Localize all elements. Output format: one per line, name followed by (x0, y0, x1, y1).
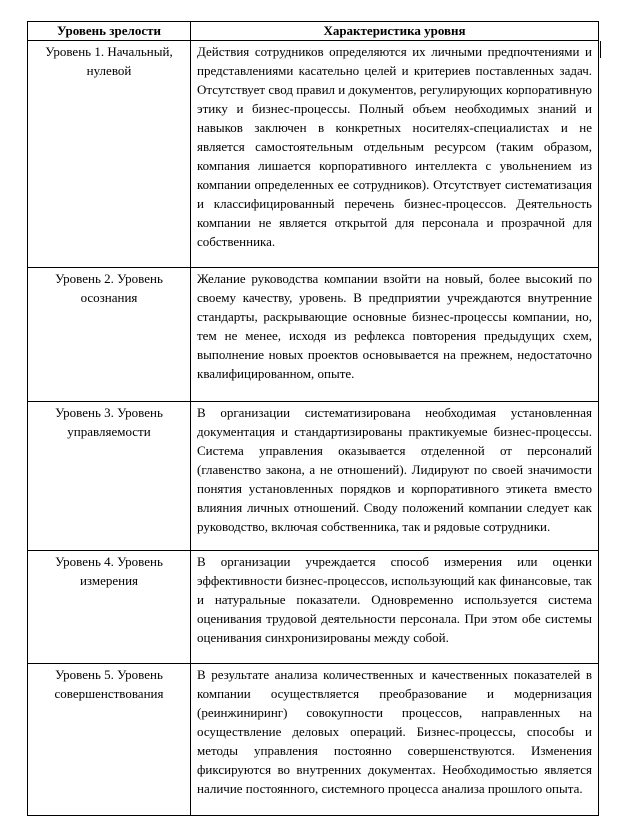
header-maturity-level: Уровень зрелости (28, 22, 191, 41)
level-name: Уровень 2. Уровень осознания (28, 268, 191, 402)
table-row (28, 268, 599, 402)
maturity-levels-table (27, 21, 599, 816)
level-description: Действия сотрудников определяются их личными предпочтениями и представлениями касательно целей и критериев поставленных задач. Отсутствует свод правил и документов, регулирующих корпоративную этику и бизнес-процессы. Полный объем необходимых знаний и навыков заключен в конкретных носителях-специалистах и не является самостоятельным отдельным ресурсом (таким образом, компания лишается корпоративного интеллекта с увольнением из компании определенных ее сотрудников). Отсутствует систематизация и классифицированный перечень бизнес-процессов. Деятельность компании не является открытой для персонала и прозрачной для собственника. (191, 41, 599, 268)
table-row (28, 41, 599, 268)
level-name: Уровень 4. Уровень измерения (28, 551, 191, 664)
level-description: В результате анализа количественных и качественных показателей в компании осуществляется преобразование и модернизация (реинжиниринг) совокупности процессов, направленных на осуществление деловых операций. Бизнес-процессы, способы и методы управления постоянно совершенствуются. Изменения фиксируются во внутренних документах. Необходимостью является наличие постоянного, системного процесса анализа прошлого опыта. (191, 664, 599, 816)
table-row (28, 664, 599, 816)
level-name: Уровень 5. Уровень совершенствования (28, 664, 191, 816)
table-header-row (28, 22, 599, 41)
table-row (28, 402, 599, 551)
level-description: В организации учреждается способ измерения или оценки эффективности бизнес-процессов, использующий как финансовые, так и натуральные показатели. Одновременно используется система оценивания трудовой деятельности персонала. При этом обе системы оценивания синхронизированы между собой. (191, 551, 599, 664)
level-name: Уровень 1. Начальный, нулевой (28, 41, 191, 268)
level-description: В организации систематизирована необходимая установленная документация и стандартизированы практикуемые бизнес-процессы. Система управления оказывается отделенной от персоналий (главенство закона, а не отношений). Лидируют по своей значимости понятия установленных порядков и корпоративного этикета вместо влияния личных отношений. Своду положений компании следует как руководство, включая собственника, так и рядовые сотрудники. (191, 402, 599, 551)
table-row (28, 551, 599, 664)
level-name: Уровень 3. Уровень управляемости (28, 402, 191, 551)
header-level-characteristic: Характеристика уровня (191, 22, 599, 41)
level-description: Желание руководства компании взойти на новый, более высокий по своему качеству, уровень. В предприятии учреждаются внутренние стандарты, раскрывающие основные бизнес-процессы компании, но, тем не менее, исходя из рефлекса повторения предыдущих схем, выполнение новых проектов основывается на прежнем, недостаточно квалифицированном, опыте. (191, 268, 599, 402)
text-cursor (600, 41, 601, 58)
